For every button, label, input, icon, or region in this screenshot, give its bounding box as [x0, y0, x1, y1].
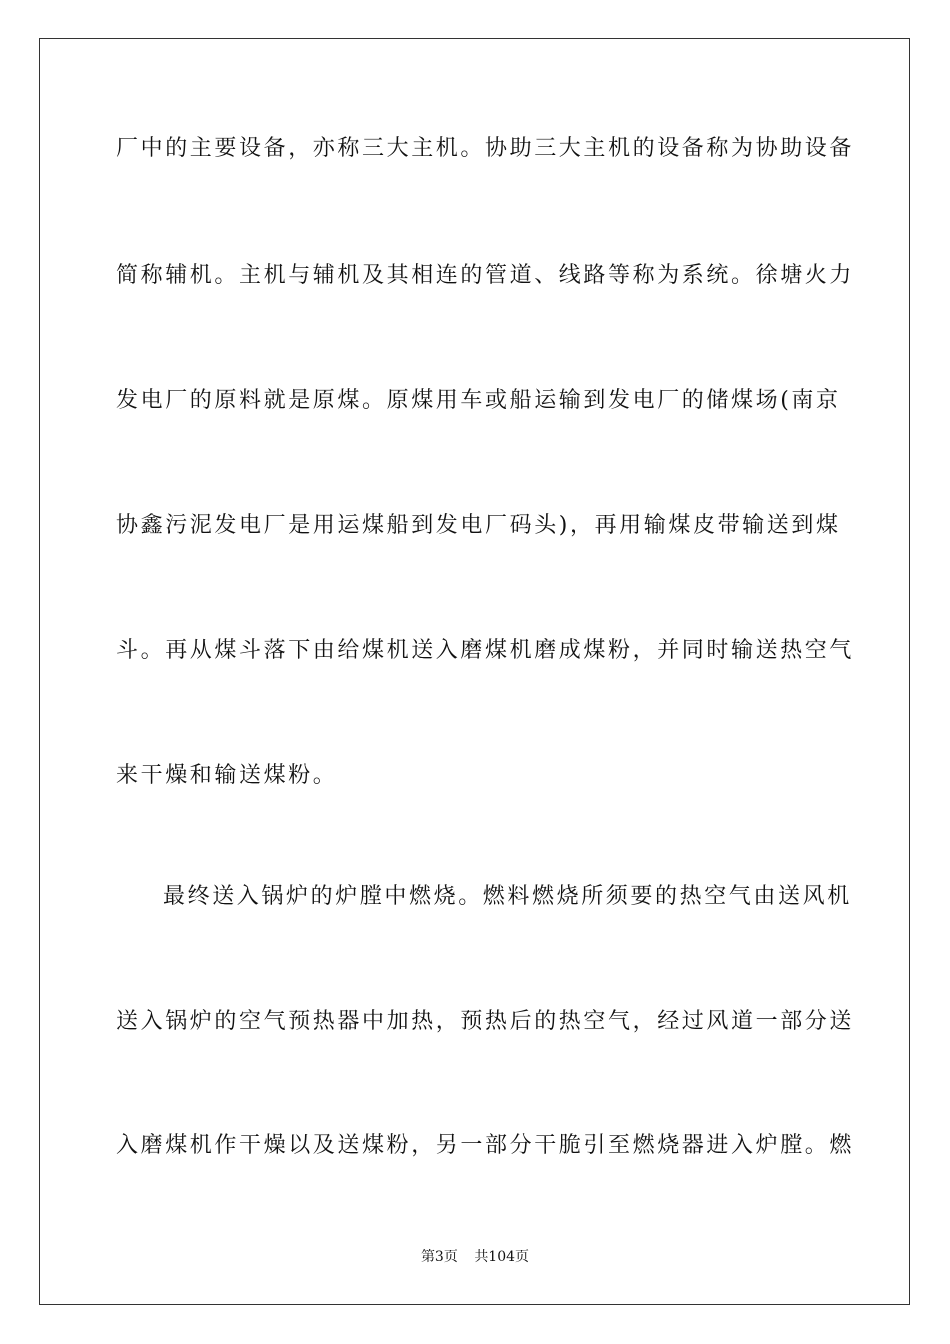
- body-text-line: 协鑫污泥发电厂是用运煤船到发电厂码头)，再用输煤皮带输送到煤: [116, 513, 841, 538]
- body-text-line: 发电厂的原料就是原煤。原煤用车或船运输到发电厂的储煤场(南京: [116, 388, 841, 413]
- body-text-line: 入磨煤机作干燥以及送煤粉，另一部分干脆引至燃烧器进入炉膛。燃: [116, 1133, 855, 1158]
- page-footer: [0, 1248, 950, 1266]
- page-number: 第3页: [420, 1249, 458, 1265]
- body-text-line: 厂中的主要设备，亦称三大主机。协助三大主机的设备称为协助设备: [116, 136, 855, 161]
- body-text-line: 送入锅炉的空气预热器中加热，预热后的热空气，经过风道一部分送: [116, 1009, 855, 1034]
- total-pages: 共104页: [474, 1249, 530, 1265]
- body-text-line: 来干燥和输送煤粉。: [116, 763, 338, 788]
- body-text-line: 简称辅机。主机与辅机及其相连的管道、线路等称为系统。徐塘火力: [116, 263, 855, 288]
- body-text-line: 斗。再从煤斗落下由给煤机送入磨煤机磨成煤粉，并同时输送热空气: [116, 638, 855, 663]
- body-text-line: 最终送入锅炉的炉膛中燃烧。燃料燃烧所须要的热空气由送风机: [163, 884, 852, 909]
- page-border: [39, 38, 910, 1305]
